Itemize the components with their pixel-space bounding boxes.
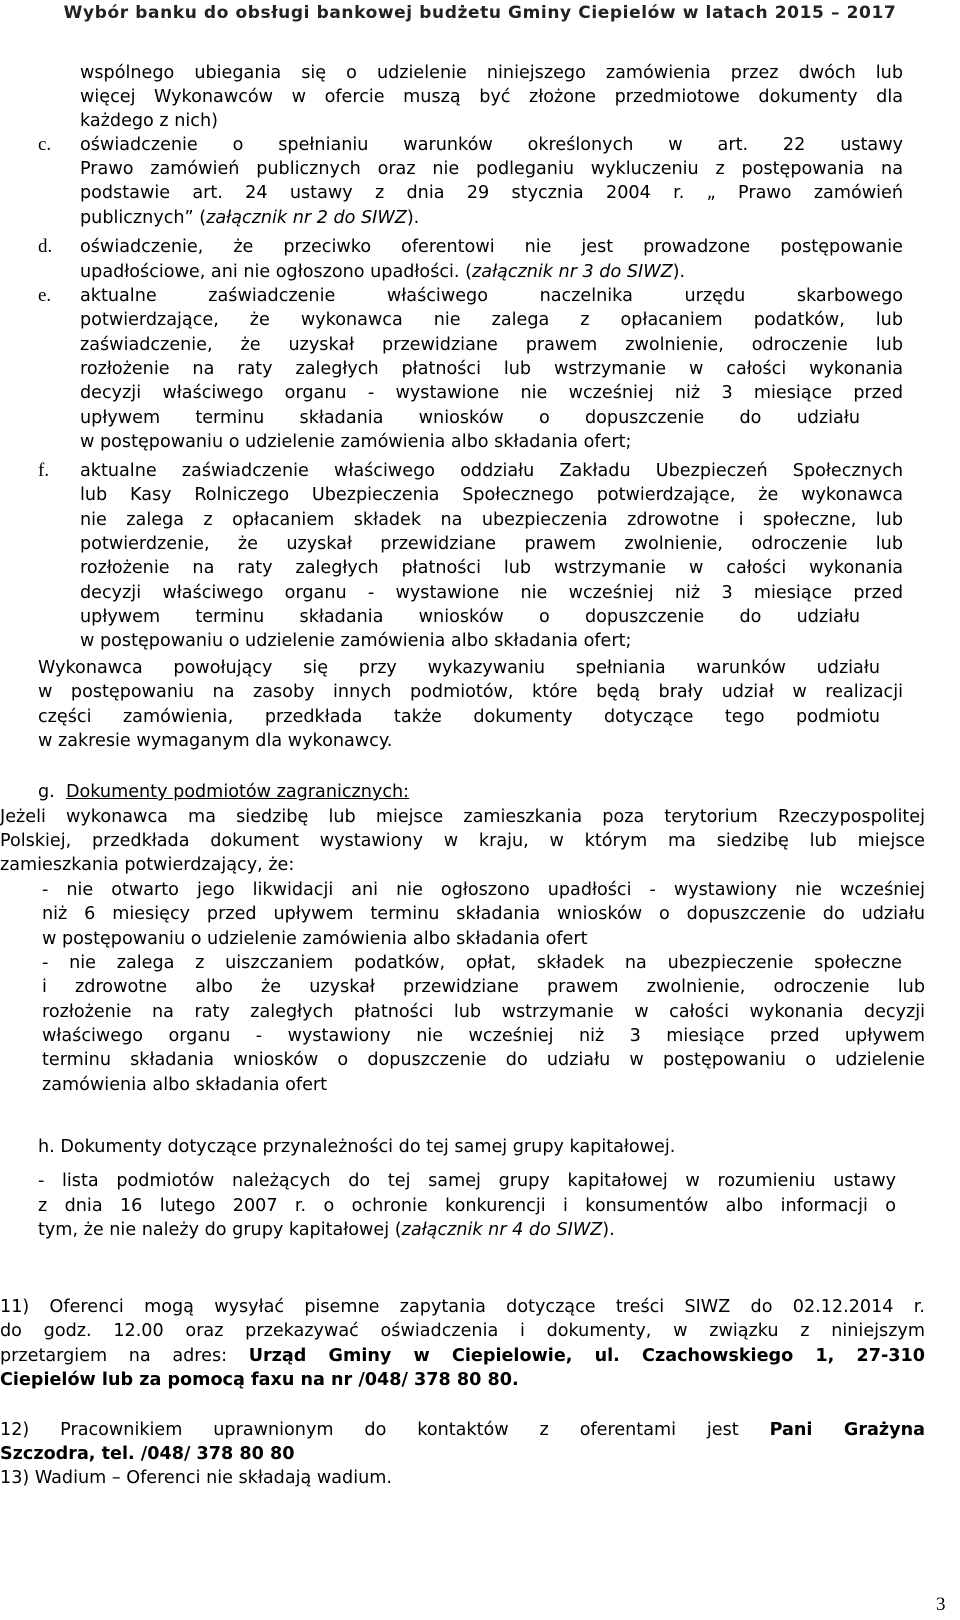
item-f-line-8: w postępowaniu o udzielenie zamówienia albo składania ofert; [80,631,632,651]
item-c-line-3: podstawie art. 24 ustawy z dnia 29 stycznia 2004 r. „ Prawo zamówień [80,183,903,203]
cont-line-1: wspólnego ubiegania się o udzielenie niniejszego zamówienia przez dwóch lub [80,63,903,83]
resources-line-4: w zakresie wymaganym dla wykonawcy. [38,731,393,751]
section-h-line-2: z dnia 16 lutego 2007 r. o ochronie konkurencji i konsumentów albo informacji o [38,1196,896,1216]
section-g-intro-1: Jeżeli wykonawca ma siedzibę lub miejsce zamieszkania poza terytorium Rzeczypospolitej [0,807,925,827]
point-12-line-2: Szczodra, tel. /048/ 378 80 80 [0,1444,295,1464]
section-g-bullet2-2: i zdrowotne albo że uzyskał przewidziane prawem zwolnienie, odroczenie lub [42,977,925,997]
section-g-bullet2-6: zamówienia albo składania ofert [42,1075,328,1095]
section-g-bullet2-4: właściwego organu - wystawiony nie wcześniej niż 3 miesiące przed upływem [42,1026,925,1046]
item-f-line-2: lub Kasy Rolniczego Ubezpieczenia Społecznego potwierdzające, że wykonawca [80,485,903,505]
section-h-heading: h. Dokumenty dotyczące przynależności do tej samej grupy kapitałowej. [38,1137,676,1157]
item-f-line-3: nie zalega z opłacaniem składek na ubezpieczenia zdrowotne i społeczne, lub [80,510,903,530]
point-11-line-1: 11) Oferenci mogą wysyłać pisemne zapytania dotyczące treści SIWZ do 02.12.2014 r. [0,1297,925,1317]
section-g-bullet2-3: rozłożenie na raty zaległych płatności lub wstrzymanie w całości wykonania decyzji [42,1002,925,1022]
item-c-line-2: Prawo zamówień publicznych oraz nie podleganiu wykluczeniu z postępowania na [80,159,903,179]
section-g-bullet2-5: terminu składania wniosków o dopuszczenie do udziału w postępowaniu o udzielenie [42,1050,925,1070]
item-f-line-5: rozłożenie na raty zaległych płatności lub wstrzymanie w całości wykonania [80,558,903,578]
item-c-line-4: publicznych” (załącznik nr 2 do SIWZ). [80,208,420,228]
item-f-line-4: potwierdzenie, że uzyskał przewidziane prawem zwolnienie, odroczenie lub [80,534,903,554]
item-e-line-4: rozłożenie na raty zaległych płatności lub wstrzymanie w całości wykonania [80,359,903,379]
item-d-line-1: oświadczenie, że przeciwko oferentowi nie jest prowadzone postępowanie [80,237,903,257]
section-h-line-3: tym, że nie należy do grupy kapitałowej (załącznik nr 4 do SIWZ). [38,1220,615,1240]
item-f-line-7: upływem terminu składania wniosków o dopuszczenie do udziału [80,607,860,627]
cont-line-3: każdego z nich) [80,111,218,131]
section-g-intro-3: zamieszkania potwierdzający, że: [0,855,295,875]
section-h-line-1: - lista podmiotów należących do tej samej grupy kapitałowej w rozumieniu ustawy [38,1171,896,1191]
item-e-marker: e. [38,285,52,306]
cont-line-2: więcej Wykonawców w ofercie muszą być złożone przedmiotowe dokumenty dla [80,87,903,107]
page-header: Wybór banku do obsługi bankowej budżetu Gminy Ciepielów w latach 2015 – 2017 [63,3,897,23]
item-d-marker: d. [38,236,53,257]
section-g-heading: g. Dokumenty podmiotów zagranicznych: [38,782,410,802]
section-g-bullet2-1: - nie zalega z uiszczaniem podatków, opłat, składek na ubezpieczenie społeczne [42,953,902,973]
item-e-line-2: potwierdzające, że wykonawca nie zalega z opłacaniem podatków, lub [80,310,903,330]
resources-line-2: w postępowaniu na zasoby innych podmiotów, które będą brały udział w realizacji [38,682,903,702]
item-e-line-6: upływem terminu składania wniosków o dopuszczenie do udziału [80,408,860,428]
point-11-line-3: przetargiem na adres: Urząd Gminy w Ciepielowie, ul. Czachowskiego 1, 27-310 [0,1346,925,1366]
item-e-line-1: aktualne zaświadczenie właściwego naczelnika urzędu skarbowego [80,286,903,306]
item-f-line-1: aktualne zaświadczenie właściwego oddziału Zakładu Ubezpieczeń Społecznych [80,461,903,481]
item-d-line-2: upadłościowe, ani nie ogłoszono upadłości. (załącznik nr 3 do SIWZ). [80,262,686,282]
item-e-line-3: zaświadczenie, że uzyskał przewidziane prawem zwolnienie, odroczenie lub [80,335,903,355]
section-g-bullet1-3: w postępowaniu o udzielenie zamówienia albo składania ofert [42,929,588,949]
section-g-intro-2: Polskiej, przedkłada dokument wystawiony w kraju, w którym ma siedzibę lub miejsce [0,831,925,851]
item-c-line-1: oświadczenie o spełnianiu warunków określonych w art. 22 ustawy [80,135,903,155]
point-11-line-4: Ciepielów lub za pomocą faxu na nr /048/ 378 80 80. [0,1370,519,1390]
section-g-bullet1-2: niż 6 miesięcy przed upływem terminu składania wniosków o dopuszczenie do udziału [42,904,925,924]
resources-line-3: części zamówienia, przedkłada także dokumenty dotyczące tego podmiotu [38,707,880,727]
page-number: 3 [936,1594,946,1615]
item-f-marker: f. [38,460,50,481]
item-e-line-5: decyzji właściwego organu - wystawione nie wcześniej niż 3 miesiące przed [80,383,903,403]
item-c-marker: c. [38,134,52,155]
resources-line-1: Wykonawca powołujący się przy wykazywaniu spełniania warunków udziału [38,658,880,678]
section-g-bullet1-1: - nie otwarto jego likwidacji ani nie ogłoszono upadłości - wystawiony nie wcześniej [42,880,925,900]
item-f-line-6: decyzji właściwego organu - wystawione nie wcześniej niż 3 miesiące przed [80,583,903,603]
point-11-line-2: do godz. 12.00 oraz przekazywać oświadczenia i dokumenty, w związku z niniejszym [0,1321,925,1341]
item-e-line-7: w postępowaniu o udzielenie zamówienia albo składania ofert; [80,432,632,452]
point-13: 13) Wadium – Oferenci nie składają wadium. [0,1468,392,1488]
point-12-line-1: 12) Pracownikiem uprawnionym do kontaktów z oferentami jest Pani Grażyna [0,1420,925,1440]
